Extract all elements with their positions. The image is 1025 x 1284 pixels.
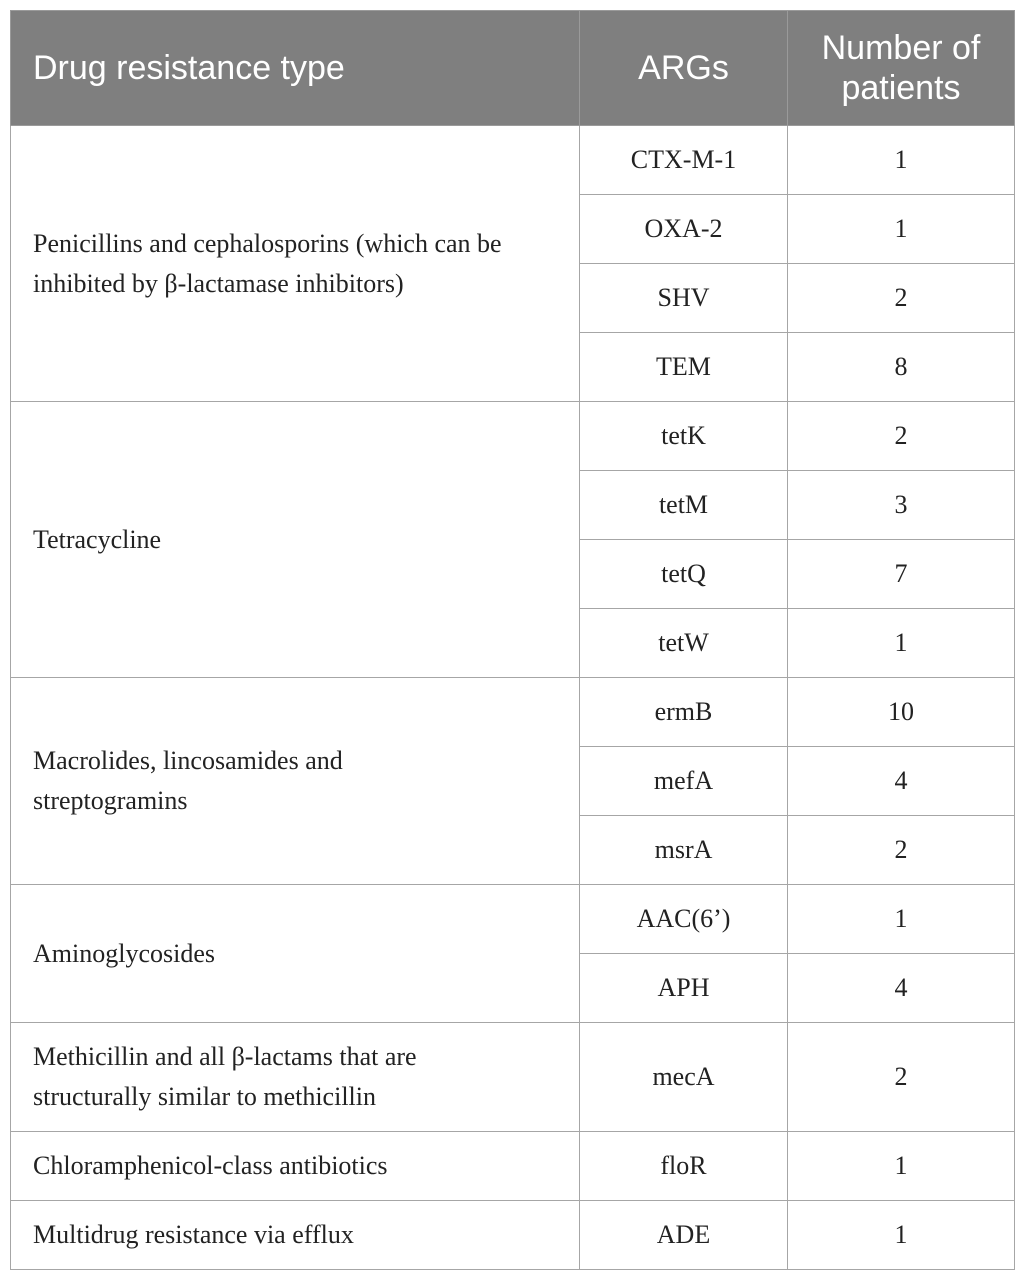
drug-type-cell (11, 1023, 580, 1132)
table-row (11, 1201, 1015, 1270)
arg-cell: tetM (580, 471, 788, 540)
arg-cell: mefA (580, 747, 788, 816)
drug-type-text: Methicillin and all β-lactams that are structurally similar to methicillin (33, 1042, 417, 1111)
arg-cell: SHV (580, 264, 788, 333)
arg-cell: mecA (580, 1023, 788, 1132)
patients-cell: 2 (788, 402, 1015, 471)
arg-cell: tetK (580, 402, 788, 471)
arg-cell: tetQ (580, 540, 788, 609)
arg-cell: TEM (580, 333, 788, 402)
patients-cell: 1 (788, 126, 1015, 195)
patients-cell: 4 (788, 954, 1015, 1023)
patients-cell: 1 (788, 1132, 1015, 1201)
table-row (11, 885, 1015, 954)
patients-cell: 2 (788, 1023, 1015, 1132)
table-row (11, 1023, 1015, 1132)
header-drug-resistance-type: Drug resistance type (11, 11, 580, 126)
drug-type-cell: Chloramphenicol-class antibiotics (11, 1132, 580, 1201)
patients-cell: 2 (788, 816, 1015, 885)
table-row (11, 126, 1015, 195)
drug-type-text: Macrolides, lincosamides and streptogramins (33, 746, 343, 815)
patients-cell: 2 (788, 264, 1015, 333)
arg-cell: tetW (580, 609, 788, 678)
arg-cell: OXA-2 (580, 195, 788, 264)
arg-cell: ADE (580, 1201, 788, 1270)
patients-cell: 10 (788, 678, 1015, 747)
patients-cell: 4 (788, 747, 1015, 816)
patients-cell: 1 (788, 609, 1015, 678)
drug-type-cell (11, 126, 580, 402)
arg-cell: CTX-M-1 (580, 126, 788, 195)
patients-cell: 3 (788, 471, 1015, 540)
drug-type-cell (11, 678, 580, 885)
table-row (11, 1132, 1015, 1201)
table-row (11, 402, 1015, 471)
table-header (11, 11, 1015, 126)
patients-cell: 1 (788, 195, 1015, 264)
arg-cell: ermB (580, 678, 788, 747)
header-args: ARGs (580, 11, 788, 126)
arg-cell: APH (580, 954, 788, 1023)
patients-cell: 1 (788, 885, 1015, 954)
patients-cell: 1 (788, 1201, 1015, 1270)
arg-cell: msrA (580, 816, 788, 885)
patients-cell: 7 (788, 540, 1015, 609)
arg-cell: AAC(6’) (580, 885, 788, 954)
table-row (11, 678, 1015, 747)
drug-type-cell: Tetracycline (11, 402, 580, 678)
header-number-of-patients: Number of patients (788, 11, 1015, 126)
resistance-table (10, 10, 1015, 1270)
drug-type-cell: Aminoglycosides (11, 885, 580, 1023)
drug-type-text: Penicillins and cephalosporins (which can be inhibited by β-lactamase inhibitors) (33, 228, 502, 298)
arg-cell: floR (580, 1132, 788, 1201)
patients-cell: 8 (788, 333, 1015, 402)
drug-type-cell: Multidrug resistance via efflux (11, 1201, 580, 1270)
